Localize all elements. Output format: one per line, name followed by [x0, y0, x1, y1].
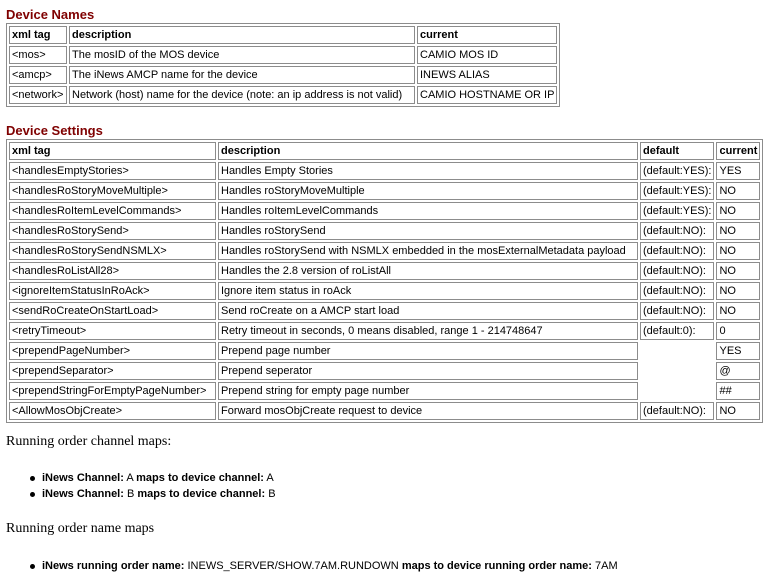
current-value-cell: NO: [716, 262, 760, 280]
current-value-cell: NO: [716, 282, 760, 300]
table-row: [9, 322, 760, 340]
column-header-xml-tag: xml tag: [9, 142, 216, 160]
description-cell: Send roCreate on a AMCP start load: [218, 302, 638, 320]
current-value-cell: NO: [716, 182, 760, 200]
table-header-row: [9, 26, 557, 44]
description-cell: Handles roStorySend: [218, 222, 638, 240]
xml-tag-cell: <retryTimeout>: [9, 322, 216, 340]
current-value-cell: NO: [716, 222, 760, 240]
source-value: INEWS_SERVER/SHOW.7AM.RUNDOWN: [187, 560, 399, 572]
list-item: [24, 470, 276, 486]
column-header-description: description: [218, 142, 638, 160]
target-label: maps to device channel:: [137, 488, 266, 500]
table-row: [9, 282, 760, 300]
channel-maps-list: [24, 470, 276, 502]
table-row: [9, 66, 557, 84]
column-header-current: current: [417, 26, 557, 44]
default-value-cell: [640, 362, 714, 380]
table-row: [9, 202, 760, 220]
default-value-cell: (default:YES):: [640, 182, 714, 200]
name-maps-list: [24, 558, 618, 574]
description-cell: Prepend page number: [218, 342, 638, 360]
table-row: [9, 302, 760, 320]
default-value-cell: (default:NO):: [640, 242, 714, 260]
xml-tag-cell: <amcp>: [9, 66, 67, 84]
xml-tag-cell: <handlesRoItemLevelCommands>: [9, 202, 216, 220]
default-value-cell: (default:YES):: [640, 162, 714, 180]
default-value-cell: (default:NO):: [640, 302, 714, 320]
table-row: [9, 182, 760, 200]
current-value-cell: CAMIO HOSTNAME OR IP: [417, 86, 557, 104]
source-value: A: [126, 472, 134, 484]
current-value-cell: YES: [716, 342, 760, 360]
table-row: [9, 362, 760, 380]
xml-tag-cell: <handlesRoStorySend>: [9, 222, 216, 240]
current-value-cell: CAMIO MOS ID: [417, 46, 557, 64]
default-value-cell: (default:NO):: [640, 262, 714, 280]
current-value-cell: 0: [716, 322, 760, 340]
list-item: [24, 486, 276, 502]
device-names-heading: Device Names: [6, 7, 95, 22]
description-cell: Retry timeout in seconds, 0 means disabled, range 1 - 214748647: [218, 322, 638, 340]
current-value-cell: NO: [716, 242, 760, 260]
column-header-xml-tag: xml tag: [9, 26, 67, 44]
table-row: [9, 342, 760, 360]
source-label: iNews Channel:: [42, 488, 124, 500]
current-value-cell: ##: [716, 382, 760, 400]
device-settings-heading: Device Settings: [6, 123, 103, 138]
current-value-cell: NO: [716, 302, 760, 320]
default-value-cell: [640, 342, 714, 360]
column-header-description: description: [69, 26, 415, 44]
default-value-cell: (default:0):: [640, 322, 714, 340]
xml-tag-cell: <ignoreItemStatusInRoAck>: [9, 282, 216, 300]
device-settings-table: [6, 139, 763, 423]
description-cell: Prepend seperator: [218, 362, 638, 380]
current-value-cell: YES: [716, 162, 760, 180]
xml-tag-cell: <handlesEmptyStories>: [9, 162, 216, 180]
target-value: 7AM: [594, 560, 618, 572]
xml-tag-cell: <AllowMosObjCreate>: [9, 402, 216, 420]
table-row: [9, 222, 760, 240]
description-cell: Ignore item status in roAck: [218, 282, 638, 300]
description-cell: The iNews AMCP name for the device: [69, 66, 415, 84]
description-cell: Prepend string for empty page number: [218, 382, 638, 400]
table-row: [9, 86, 557, 104]
default-value-cell: (default:NO):: [640, 222, 714, 240]
list-item: [24, 558, 618, 574]
default-value-cell: [640, 382, 714, 400]
xml-tag-cell: <prependStringForEmptyPageNumber>: [9, 382, 216, 400]
description-cell: Handles Empty Stories: [218, 162, 638, 180]
default-value-cell: (default:NO):: [640, 402, 714, 420]
name-maps-heading: Running order name maps: [6, 521, 155, 536]
source-label: iNews Channel:: [42, 472, 124, 484]
target-label: maps to device running order name:: [401, 560, 592, 572]
xml-tag-cell: <prependPageNumber>: [9, 342, 216, 360]
description-cell: Forward mosObjCreate request to device: [218, 402, 638, 420]
table-row: [9, 242, 760, 260]
current-value-cell: INEWS ALIAS: [417, 66, 557, 84]
description-cell: Handles roStorySend with NSMLX embedded in the mosExternalMetadata payload: [218, 242, 638, 260]
description-cell: Handles the 2.8 version of roListAll: [218, 262, 638, 280]
description-cell: Handles roItemLevelCommands: [218, 202, 638, 220]
table-row: [9, 382, 760, 400]
table-header-row: [9, 142, 760, 160]
xml-tag-cell: <prependSeparator>: [9, 362, 216, 380]
device-names-table: [6, 23, 560, 107]
target-value: B: [268, 488, 276, 500]
column-header-default: default: [640, 142, 714, 160]
default-value-cell: (default:NO):: [640, 282, 714, 300]
column-header-current: current: [716, 142, 760, 160]
xml-tag-cell: <sendRoCreateOnStartLoad>: [9, 302, 216, 320]
current-value-cell: NO: [716, 402, 760, 420]
table-row: [9, 46, 557, 64]
current-value-cell: @: [716, 362, 760, 380]
xml-tag-cell: <mos>: [9, 46, 67, 64]
current-value-cell: NO: [716, 202, 760, 220]
table-row: [9, 262, 760, 280]
xml-tag-cell: <handlesRoStorySendNSMLX>: [9, 242, 216, 260]
description-cell: Handles roStoryMoveMultiple: [218, 182, 638, 200]
default-value-cell: (default:YES):: [640, 202, 714, 220]
source-value: B: [126, 488, 135, 500]
table-row: [9, 402, 760, 420]
xml-tag-cell: <handlesRoStoryMoveMultiple>: [9, 182, 216, 200]
xml-tag-cell: <network>: [9, 86, 67, 104]
channel-maps-heading: Running order channel maps:: [6, 434, 172, 449]
description-cell: Network (host) name for the device (note: an ip address is not valid): [69, 86, 415, 104]
table-row: [9, 162, 760, 180]
target-label: maps to device channel:: [136, 472, 264, 484]
source-label: iNews running order name:: [42, 560, 185, 572]
description-cell: The mosID of the MOS device: [69, 46, 415, 64]
xml-tag-cell: <handlesRoListAll28>: [9, 262, 216, 280]
target-value: A: [266, 472, 274, 484]
